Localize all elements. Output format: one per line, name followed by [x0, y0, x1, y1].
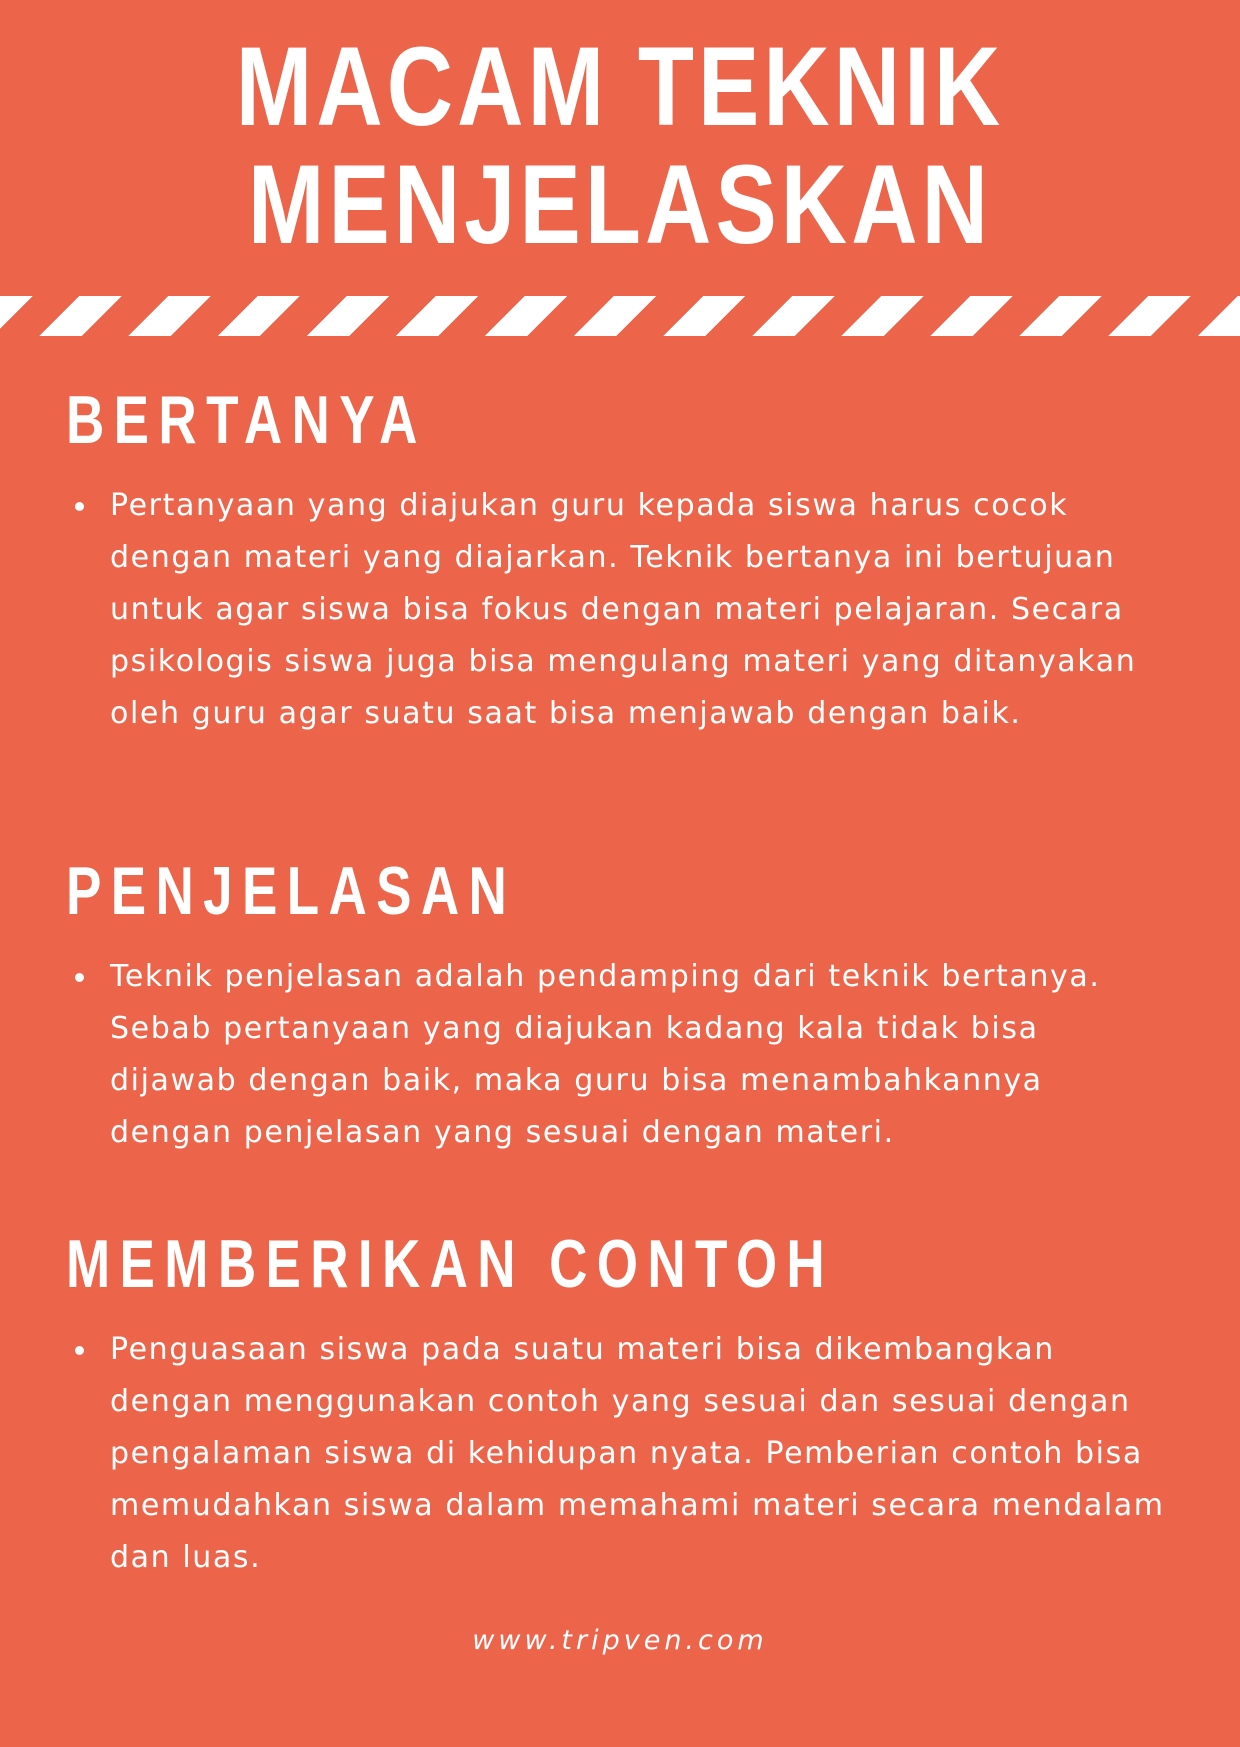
section-memberikan-contoh — [66, 1224, 1176, 1584]
list-item-text: Pertanyaan yang diajukan guru kepada siswa harus cocok dengan materi yang diajarkan. Teknik bertanya ini bertujuan untuk agar siswa bisa fokus dengan materi pelajaran. Secara psikologis siswa juga bisa mengulang materi yang ditanyakan oleh guru agar suatu saat bisa menjawab dengan baik. — [110, 488, 1137, 731]
section-penjelasan — [66, 851, 1176, 1159]
bullet-list — [66, 1324, 1176, 1584]
bullet-dot-icon — [75, 502, 84, 511]
page-title-line-1: MACAM TEKNIK — [235, 24, 1005, 149]
bullet-list — [66, 480, 1176, 740]
bullet-dot-icon — [75, 973, 84, 982]
page-title-line-2: MENJELASKAN — [247, 142, 993, 267]
page-title — [112, 24, 1129, 267]
list-item — [66, 951, 1176, 1159]
diagonal-stripe-divider — [0, 296, 1240, 336]
section-heading: MEMBERIKAN CONTOH — [66, 1226, 835, 1302]
section-heading: PENJELASAN — [66, 853, 517, 929]
bullet-dot-icon — [75, 1346, 84, 1355]
bullet-list — [66, 951, 1176, 1159]
list-item-text: Penguasaan siswa pada suatu materi bisa dikembangkan dengan menggunakan contoh yang sesuai dan sesuai dengan pengalaman siswa di kehidupan nyata. Pemberian contoh bisa memudahkan siswa dalam memahami materi secara mendalam dan luas. — [110, 1332, 1165, 1575]
list-item-text: Teknik penjelasan adalah pendamping dari teknik bertanya. Sebab pertanyaan yang diajukan kadang kala tidak bisa dijawab dengan baik, maka guru bisa menambahkannya dengan penjelasan yang sesuai dengan materi. — [110, 959, 1101, 1150]
list-item — [66, 480, 1176, 740]
list-item — [66, 1324, 1176, 1584]
section-heading: BERTANYA — [66, 382, 427, 458]
section-bertanya — [66, 380, 1176, 740]
footer-website-url: www.tripven.com — [472, 1625, 768, 1656]
